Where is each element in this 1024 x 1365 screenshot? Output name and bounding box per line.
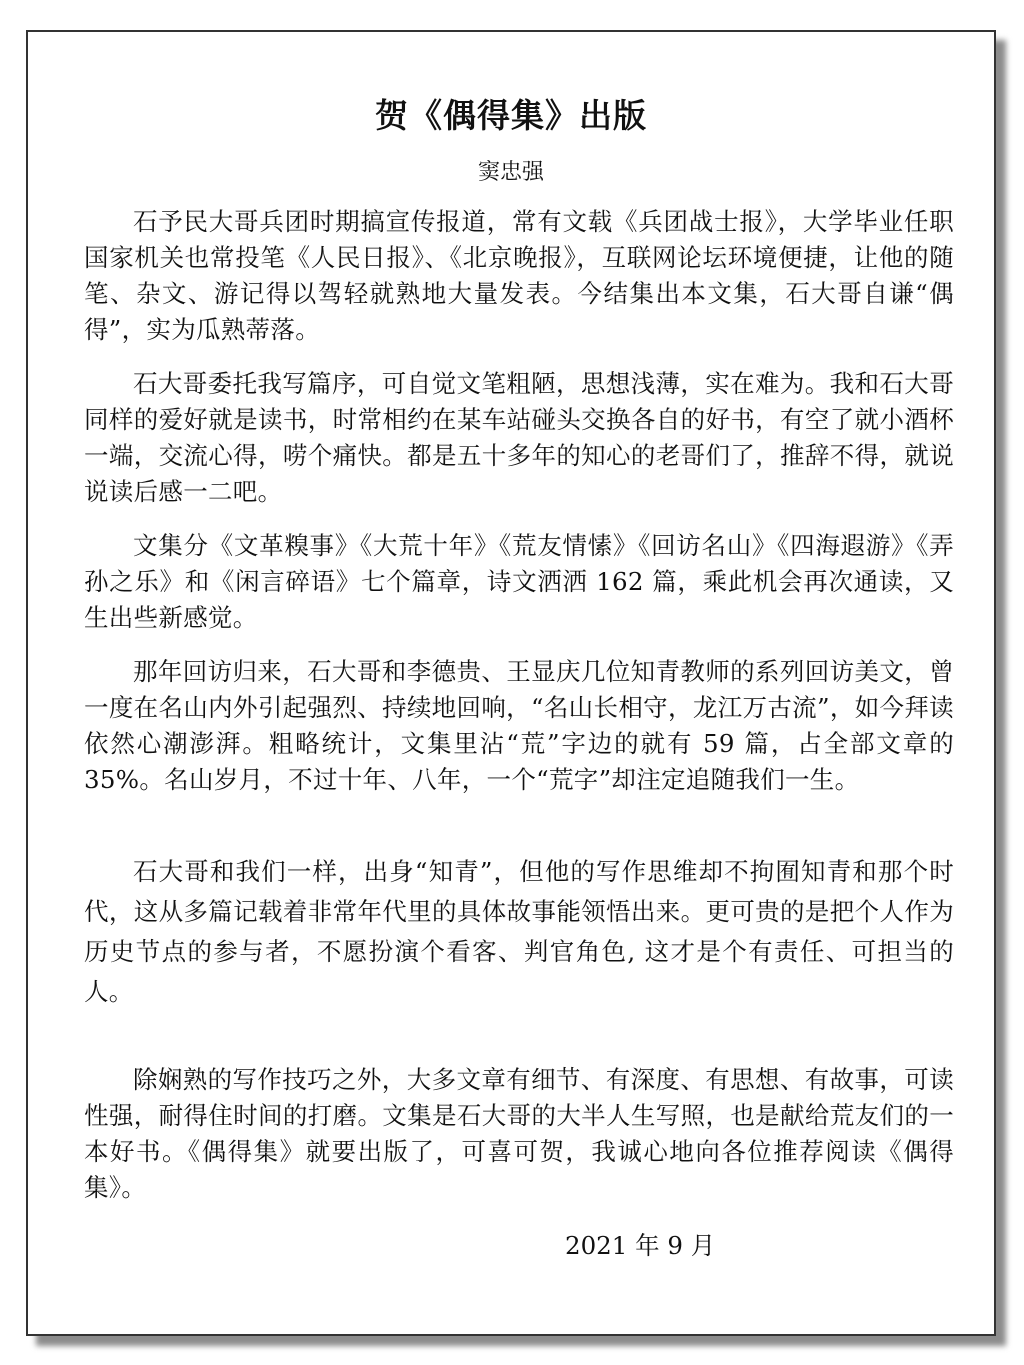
document-date: 2021 年 9 月 xyxy=(565,1231,716,1260)
document-page xyxy=(26,30,996,1336)
author-name: 窦忠强 xyxy=(477,160,544,185)
paragraph-6: 除娴熟的写作技巧之外，大多文章有细节、有深度、有思想、有故事，可读性强，耐得住时间的打磨。文集是石大哥的大半人生写照，也是献给荒友们的一本好书。《偶得集》就要出版了，可喜可贺，我诚心地向各位推荐阅读《偶得集》。 xyxy=(84,1065,954,1202)
paragraph-4: 那年回访归来，石大哥和李德贵、王显庆几位知青教师的系列回访美文，曾一度在名山内外引起强烈、持续地回响，“名山长相守，龙江万古流”，如今拜读依然心潮澎湃。粗略统计，文集里沾“荒”字边的就有 59 篇，占全部文章的 35%。名山岁月，不过十年、八年，一个“荒字”却注定追随我们一生。 xyxy=(84,657,954,794)
document-title: 贺《偶得集》出版 xyxy=(375,96,647,135)
paragraph-2: 石大哥委托我写篇序，可自觉文笔粗陋，思想浅薄，实在难为。我和石大哥同样的爱好就是读书，时常相约在某车站碰头交换各自的好书，有空了就小酒杯一端，交流心得，唠个痛快。都是五十多年的知心的老哥们了，推辞不得，就说说读后感一二吧。 xyxy=(84,369,954,506)
paragraph-1: 石予民大哥兵团时期搞宣传报道，常有文载《兵团战士报》，大学毕业任职国家机关也常投笔《人民日报》、《北京晚报》，互联网论坛环境便捷，让他的随笔、杂文、游记得以驾轻就熟地大量发表。今结集出本文集，石大哥自谦“偶得”，实为瓜熟蒂落。 xyxy=(84,207,954,344)
paragraph-3: 文集分《文革糗事》《大荒十年》《荒友情愫》《回访名山》《四海遐游》《弄孙之乐》和《闲言碎语》七个篇章，诗文洒洒 162 篇，乘此机会再次通读，又生出些新感觉。 xyxy=(84,531,954,632)
paragraph-5: 石大哥和我们一样，出身“知青”，但他的写作思维却不拘囿知青和那个时代，这从多篇记载着非常年代里的具体故事能领悟出来。更可贵的是把个人作为历史节点的参与者，不愿扮演个看客、判官角色, 这才是个有责任、可担当的人。 xyxy=(84,857,954,1006)
